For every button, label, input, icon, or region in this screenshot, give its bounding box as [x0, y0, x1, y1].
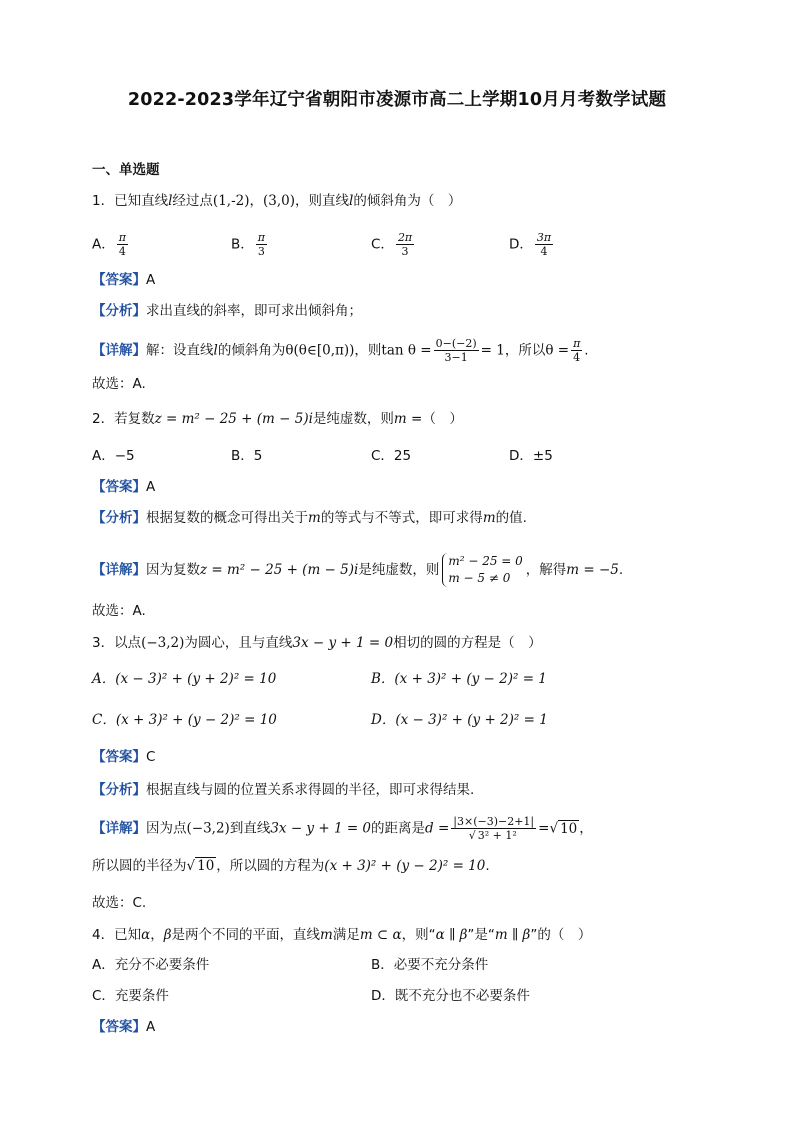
q2-analysis: 【分析】根据复数的概念可得出关于m的等式与不等式，即可求得m的值. [92, 510, 527, 526]
q2-option-d: D．±5 [509, 448, 553, 464]
q2-option-b: B．5 [231, 448, 263, 464]
question-4: 4．已知α，β是两个不同的平面，直线m满足m ⊂ α，则“α ∥ β”是“m ∥ β”的（ ） [92, 927, 592, 943]
q1-analysis: 【分析】求出直线的斜率，即可求出倾斜角； [92, 303, 362, 319]
q1-option-a: A． $\frac{\pi}{4}$ [92, 231, 126, 258]
q4-answer: 【答案】A [92, 1019, 156, 1035]
q2-option-a: A．−5 [92, 448, 135, 464]
q3-answer: 【答案】C [92, 749, 156, 765]
q4-option-d: D．既不充分也不必要条件 [371, 988, 530, 1004]
q2-option-c: C．25 [371, 448, 412, 464]
q3-option-b: B．(x + 3)² + (y − 2)² = 1 [371, 671, 547, 687]
q3-conclusion: 故选：C. [92, 895, 147, 911]
q3-detail-line2: 所以圆的半径为√ 10 ，所以圆的方程为(x + 3)² + (y − 2)² = 10. [92, 858, 490, 874]
q3-detail: 【详解】因为点(−3,2)到直线3x − y + 1 = 0的距离是d = $\frac{|3\times(-3)-2+1|}{\text{√ 3² + 1²}}$ =√ 10 ， [92, 815, 593, 842]
question-1: 1．已知直线l经过点(1,-2)，(3,0)，则直线l的倾斜角为（ ） [92, 193, 462, 209]
q3-analysis: 【分析】根据直线与圆的位置关系求得圆的半径，即可求得结果. [92, 782, 475, 798]
q3-option-d: D．(x − 3)² + (y + 2)² = 1 [371, 712, 548, 728]
q1-option-d: D． $\frac{3\pi}{4}$ [509, 231, 552, 258]
q2-detail: 【详解】因为复数z = m² − 25 + (m − 5)i是纯虚数，则 m² − 25 = 0 m − 5 ≠ 0 ，解得m = −5. [92, 554, 624, 585]
page-title: 2022-2023学年辽宁省朝阳市凌源市高二上学期10月月考数学试题 [127, 90, 667, 110]
q1-conclusion: 故选：A. [92, 376, 146, 392]
q1-option-b: B． $\frac{\pi}{3}$ [231, 231, 265, 258]
q3-option-c: C．(x + 3)² + (y − 2)² = 10 [92, 712, 277, 728]
q4-option-a: A．充分不必要条件 [92, 957, 210, 973]
q4-option-b: B．必要不充分条件 [371, 957, 489, 973]
q2-conclusion: 故选：A. [92, 603, 146, 619]
q2-answer: 【答案】A [92, 479, 156, 495]
q4-option-c: C．充要条件 [92, 988, 169, 1004]
q2-equation-system: m² − 25 = 0 m − 5 ≠ 0 [442, 553, 522, 587]
q3-option-a: A．(x − 3)² + (y + 2)² = 10 [92, 671, 277, 687]
q1-option-c: C． $\frac{2\pi}{3}$ [371, 231, 413, 258]
q1-answer: 【答案】A [92, 272, 156, 288]
section-heading: 一、单选题 [92, 162, 160, 178]
question-2: 2．若复数z = m² − 25 + (m − 5)i是纯虚数，则m =（ ） [92, 411, 463, 427]
question-3: 3．以点(−3,2)为圆心，且与直线3x − y + 1 = 0相切的圆的方程是（ ） [92, 635, 542, 651]
q1-detail: 【详解】解：设直线l的倾斜角为θ(θ∈[0,π))，则tan θ = $\frac{0-(-2)}{3-1}$ = 1，所以θ = $\frac{\pi}{4}$ . [92, 337, 589, 364]
